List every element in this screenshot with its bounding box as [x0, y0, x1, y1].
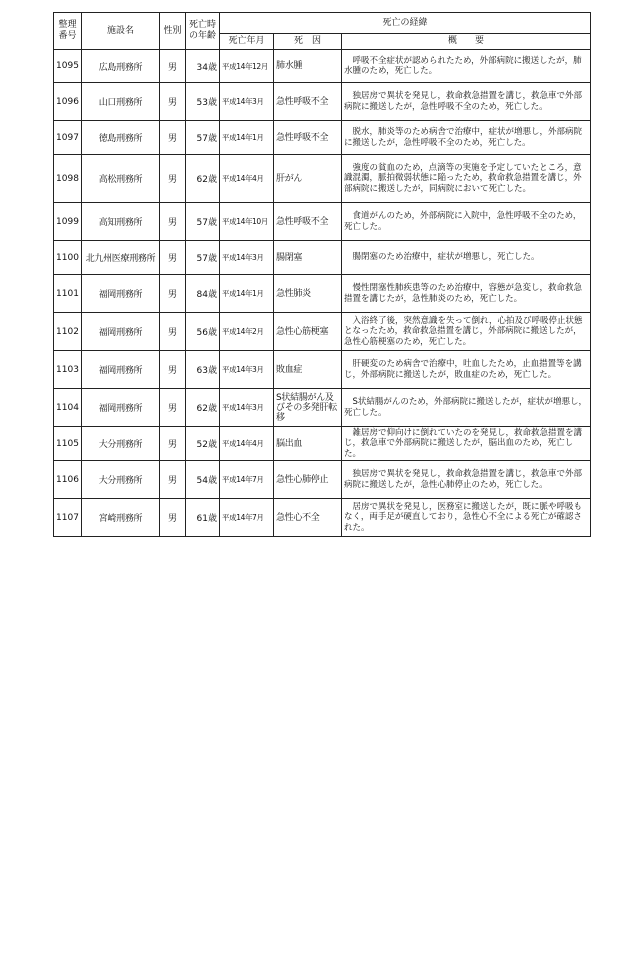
row-cause: 急性呼吸不全 — [274, 121, 342, 155]
row-cause: 急性心肺停止 — [274, 461, 342, 499]
row-age: 57歳 — [186, 241, 220, 275]
table-row — [54, 50, 591, 83]
row-number: 1099 — [54, 203, 82, 241]
row-number: 1106 — [54, 461, 82, 499]
row-number: 1097 — [54, 121, 82, 155]
table-row — [54, 499, 591, 537]
deaths-table — [53, 12, 591, 537]
row-sex: 男 — [160, 241, 186, 275]
row-cause: 急性肺炎 — [274, 275, 342, 313]
row-cause: 急性呼吸不全 — [274, 83, 342, 121]
row-number: 1103 — [54, 351, 82, 389]
row-cause: 肺水腫 — [274, 50, 342, 83]
row-date: 平成14年1月 — [220, 121, 274, 155]
row-facility: 福岡刑務所 — [82, 313, 160, 351]
row-age: 34歳 — [186, 50, 220, 83]
header-summary: 概 要 — [342, 34, 591, 50]
row-number: 1101 — [54, 275, 82, 313]
header-facility: 施設名 — [82, 13, 160, 50]
row-sex: 男 — [160, 275, 186, 313]
row-number: 1104 — [54, 389, 82, 427]
table-row — [54, 275, 591, 313]
row-summary: 慢性閉塞性肺疾患等のため治療中，容態が急変し，救命救急措置を講じたが，急性肺炎のため，死亡した。 — [342, 275, 591, 313]
row-summary: 食道がんのため，外部病院に入院中，急性呼吸不全のため，死亡した。 — [342, 203, 591, 241]
row-sex: 男 — [160, 351, 186, 389]
table-row — [54, 389, 591, 427]
row-sex: 男 — [160, 83, 186, 121]
row-cause: S状結腸がん及びその多発肝転移 — [274, 389, 342, 427]
header-sex: 性別 — [160, 13, 186, 50]
row-cause: 急性心不全 — [274, 499, 342, 537]
row-date: 平成14年4月 — [220, 427, 274, 461]
row-facility: 大分刑務所 — [82, 427, 160, 461]
row-date: 平成14年7月 — [220, 461, 274, 499]
table-body — [54, 50, 591, 537]
row-date: 平成14年7月 — [220, 499, 274, 537]
row-age: 54歳 — [186, 461, 220, 499]
row-facility: 山口刑務所 — [82, 83, 160, 121]
table-row — [54, 83, 591, 121]
row-sex: 男 — [160, 389, 186, 427]
row-age: 57歳 — [186, 121, 220, 155]
row-facility: 大分刑務所 — [82, 461, 160, 499]
row-number: 1105 — [54, 427, 82, 461]
row-facility: 福岡刑務所 — [82, 351, 160, 389]
row-date: 平成14年3月 — [220, 351, 274, 389]
table-row — [54, 203, 591, 241]
row-sex: 男 — [160, 499, 186, 537]
row-number: 1098 — [54, 155, 82, 203]
row-cause: 脳出血 — [274, 427, 342, 461]
table-row — [54, 313, 591, 351]
header-number: 整理番号 — [54, 13, 82, 50]
row-sex: 男 — [160, 427, 186, 461]
row-age: 84歳 — [186, 275, 220, 313]
row-age: 61歳 — [186, 499, 220, 537]
row-date: 平成14年3月 — [220, 389, 274, 427]
row-date: 平成14年12月 — [220, 50, 274, 83]
row-date: 平成14年1月 — [220, 275, 274, 313]
row-age: 57歳 — [186, 203, 220, 241]
row-sex: 男 — [160, 461, 186, 499]
row-sex: 男 — [160, 155, 186, 203]
table-row — [54, 427, 591, 461]
row-facility: 高松刑務所 — [82, 155, 160, 203]
header-cause: 死 因 — [274, 34, 342, 50]
header-date: 死亡年月 — [220, 34, 274, 50]
row-number: 1095 — [54, 50, 82, 83]
row-date: 平成14年4月 — [220, 155, 274, 203]
header-course: 死亡の経緯 — [220, 13, 591, 34]
table-row — [54, 461, 591, 499]
table-row — [54, 155, 591, 203]
table-row — [54, 351, 591, 389]
row-summary: 雑居房で仰向けに倒れていたのを発見し，救命救急措置を講じ，救急車で外部病院に搬送したが，脳出血のため，死亡した。 — [342, 427, 591, 461]
row-cause: 腸閉塞 — [274, 241, 342, 275]
row-facility: 徳島刑務所 — [82, 121, 160, 155]
row-number: 1107 — [54, 499, 82, 537]
row-date: 平成14年2月 — [220, 313, 274, 351]
row-summary: 強度の貧血のため，点滴等の実施を予定していたところ，意識混濁，脈拍微弱状態に陥ったため，救命救急措置を講じ，外部病院に搬送したが，同病院において死亡した。 — [342, 155, 591, 203]
table-row — [54, 241, 591, 275]
row-number: 1102 — [54, 313, 82, 351]
header-age: 死亡時の年齢 — [186, 13, 220, 50]
row-summary: S状結腸がんのため，外部病院に搬送したが，症状が増悪し，死亡した。 — [342, 389, 591, 427]
row-facility: 宮崎刑務所 — [82, 499, 160, 537]
row-number: 1096 — [54, 83, 82, 121]
row-summary: 呼吸不全症状が認められたため，外部病院に搬送したが，肺水腫のため，死亡した。 — [342, 50, 591, 83]
row-summary: 独居房で異状を発見し，救命救急措置を講じ，救急車で外部病院に搬送したが，急性呼吸不全のため，死亡した。 — [342, 83, 591, 121]
row-summary: 腸閉塞のため治療中，症状が増悪し，死亡した。 — [342, 241, 591, 275]
row-age: 53歳 — [186, 83, 220, 121]
row-age: 63歳 — [186, 351, 220, 389]
row-number: 1100 — [54, 241, 82, 275]
row-date: 平成14年10月 — [220, 203, 274, 241]
row-summary: 独居房で異状を発見し，救命救急措置を講じ，救急車で外部病院に搬送したが，急性心肺停止のため，死亡した。 — [342, 461, 591, 499]
row-date: 平成14年3月 — [220, 83, 274, 121]
row-facility: 福岡刑務所 — [82, 389, 160, 427]
row-sex: 男 — [160, 313, 186, 351]
table-row — [54, 121, 591, 155]
row-sex: 男 — [160, 121, 186, 155]
row-summary: 肝硬変のため病舎で治療中，吐血したため，止血措置等を講じ，外部病院に搬送したが，敗血症のため，死亡した。 — [342, 351, 591, 389]
row-cause: 急性呼吸不全 — [274, 203, 342, 241]
row-sex: 男 — [160, 50, 186, 83]
row-age: 62歳 — [186, 389, 220, 427]
row-summary: 入浴終了後，突然意識を失って倒れ，心拍及び呼吸停止状態となったため，救命救急措置を講じ，外部病院に搬送したが，急性心筋梗塞のため，死亡した。 — [342, 313, 591, 351]
row-summary: 居房で異状を発見し，医務室に搬送したが，既に脈や呼吸もなく，両手足が硬直しており，急性心不全による死亡が確認された。 — [342, 499, 591, 537]
row-age: 62歳 — [186, 155, 220, 203]
row-date: 平成14年3月 — [220, 241, 274, 275]
row-facility: 広島刑務所 — [82, 50, 160, 83]
row-facility: 北九州医療刑務所 — [82, 241, 160, 275]
row-cause: 肝がん — [274, 155, 342, 203]
row-cause: 急性心筋梗塞 — [274, 313, 342, 351]
row-age: 52歳 — [186, 427, 220, 461]
row-facility: 高知刑務所 — [82, 203, 160, 241]
row-sex: 男 — [160, 203, 186, 241]
row-cause: 敗血症 — [274, 351, 342, 389]
row-facility: 福岡刑務所 — [82, 275, 160, 313]
row-age: 56歳 — [186, 313, 220, 351]
row-summary: 脱水，肺炎等のため病舎で治療中，症状が増悪し，外部病院に搬送したが，急性呼吸不全のため，死亡した。 — [342, 121, 591, 155]
